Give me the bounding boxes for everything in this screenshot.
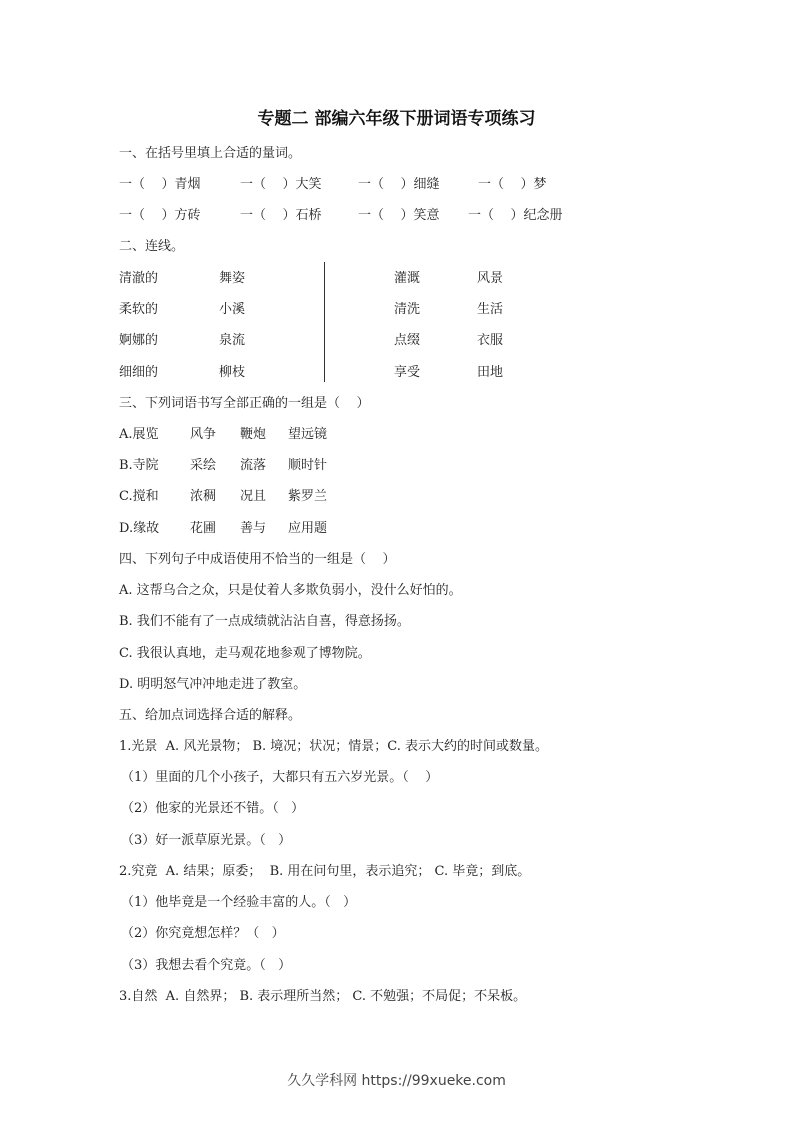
option-word: 善与 — [240, 521, 267, 536]
sentence-option-b: B. 我们不能有了一点成绩就沾沾自喜，得意扬扬。 — [119, 614, 410, 629]
match-right-target: 生活 — [477, 302, 504, 317]
match-right-target: 田地 — [477, 365, 504, 380]
match-left-word: 细细的 — [119, 365, 159, 380]
option-word: 望远镜 — [288, 427, 328, 442]
match-left-target: 小溪 — [219, 302, 246, 317]
match-left-word: 清澈的 — [119, 271, 159, 286]
option-word: 顺时针 — [288, 458, 328, 473]
measure-item: 一（ ）青烟 — [119, 177, 201, 192]
measure-item: 一（ ）方砖 — [119, 208, 201, 223]
sub-question: （3）我想去看个究竟。（ ） — [121, 958, 292, 973]
option-word: 花圃 — [190, 521, 217, 536]
match-right-word: 享受 — [394, 365, 421, 380]
sub-question: （1）里面的几个小孩子，大都只有五六岁光景。（ ） — [121, 770, 439, 785]
measure-item: 一（ ）细缝 — [358, 177, 440, 192]
option-word: 流落 — [240, 458, 267, 473]
option-word: 应用题 — [288, 521, 328, 536]
option-word: 鞭炮 — [240, 427, 267, 442]
match-left-target: 泉流 — [219, 333, 246, 348]
sentence-option-d: D. 明明怒气冲冲地走进了教室。 — [119, 677, 307, 692]
option-word: B.寺院 — [119, 458, 159, 473]
match-right-target: 风景 — [477, 271, 504, 286]
measure-item: 一（ ）梦 — [478, 177, 547, 192]
match-right-target: 衣服 — [477, 333, 504, 348]
sub-question: （2）他家的光景还不错。（ ） — [121, 801, 305, 816]
option-word: 紫罗兰 — [288, 489, 328, 504]
match-left-target: 舞姿 — [219, 271, 246, 286]
word-definition: 2.究竟 A. 结果；原委； B. 用在问句里，表示追究； C. 毕竟；到底。 — [119, 864, 531, 879]
sentence-option-c: C. 我很认真地，走马观花地参观了博物院。 — [119, 646, 371, 661]
word-definition: 3.自然 A. 自然界； B. 表示理所当然； C. 不勉强；不局促；不呆板。 — [119, 989, 527, 1004]
match-left-word: 柔软的 — [119, 302, 159, 317]
option-word: 采绘 — [190, 458, 217, 473]
matching-divider — [324, 262, 325, 382]
option-word: A.展览 — [119, 427, 159, 442]
option-word: 风争 — [190, 427, 217, 442]
measure-item: 一（ ）纪念册 — [468, 208, 563, 223]
option-word: 浓稠 — [190, 489, 217, 504]
section5-heading: 五、给加点词选择合适的解释。 — [119, 708, 302, 723]
measure-item: 一（ ）大笑 — [240, 177, 322, 192]
match-left-target: 柳枝 — [219, 365, 246, 380]
match-right-word: 灌溉 — [394, 271, 421, 286]
section3-heading: 三、下列词语书写全部正确的一组是（ ） — [119, 396, 370, 411]
option-word: D.缘故 — [119, 521, 160, 536]
match-right-word: 点缀 — [394, 333, 421, 348]
sub-question: （1）他毕竟是一个经验丰富的人。（ ） — [121, 895, 357, 910]
section1-heading: 一、在括号里填上合适的量词。 — [119, 146, 302, 161]
sub-question: （2）你究竟想怎样？（ ） — [121, 926, 285, 941]
measure-item: 一（ ）笑意 — [358, 208, 440, 223]
section2-heading: 二、连线。 — [119, 239, 185, 254]
match-right-word: 清洗 — [394, 302, 421, 317]
match-left-word: 婀娜的 — [119, 333, 159, 348]
option-word: 况且 — [240, 489, 267, 504]
measure-item: 一（ ）石桥 — [240, 208, 322, 223]
section4-heading: 四、下列句子中成语使用不恰当的一组是（ ） — [119, 552, 396, 567]
sentence-option-a: A. 这帮乌合之众，只是仗着人多欺负弱小，没什么好怕的。 — [119, 583, 462, 598]
page-title: 专题二 部编六年级下册词语专项练习 — [257, 109, 536, 129]
word-definition: 1.光景 A. 风光景物； B. 境况；状况；情景；C. 表示大约的时间或数量。 — [119, 739, 549, 754]
sub-question: （3）好一派草原光景。（ ） — [121, 833, 292, 848]
footer-watermark: 久久学科网 https://99xueke.com — [287, 1073, 506, 1089]
option-word: C.搅和 — [119, 489, 159, 504]
